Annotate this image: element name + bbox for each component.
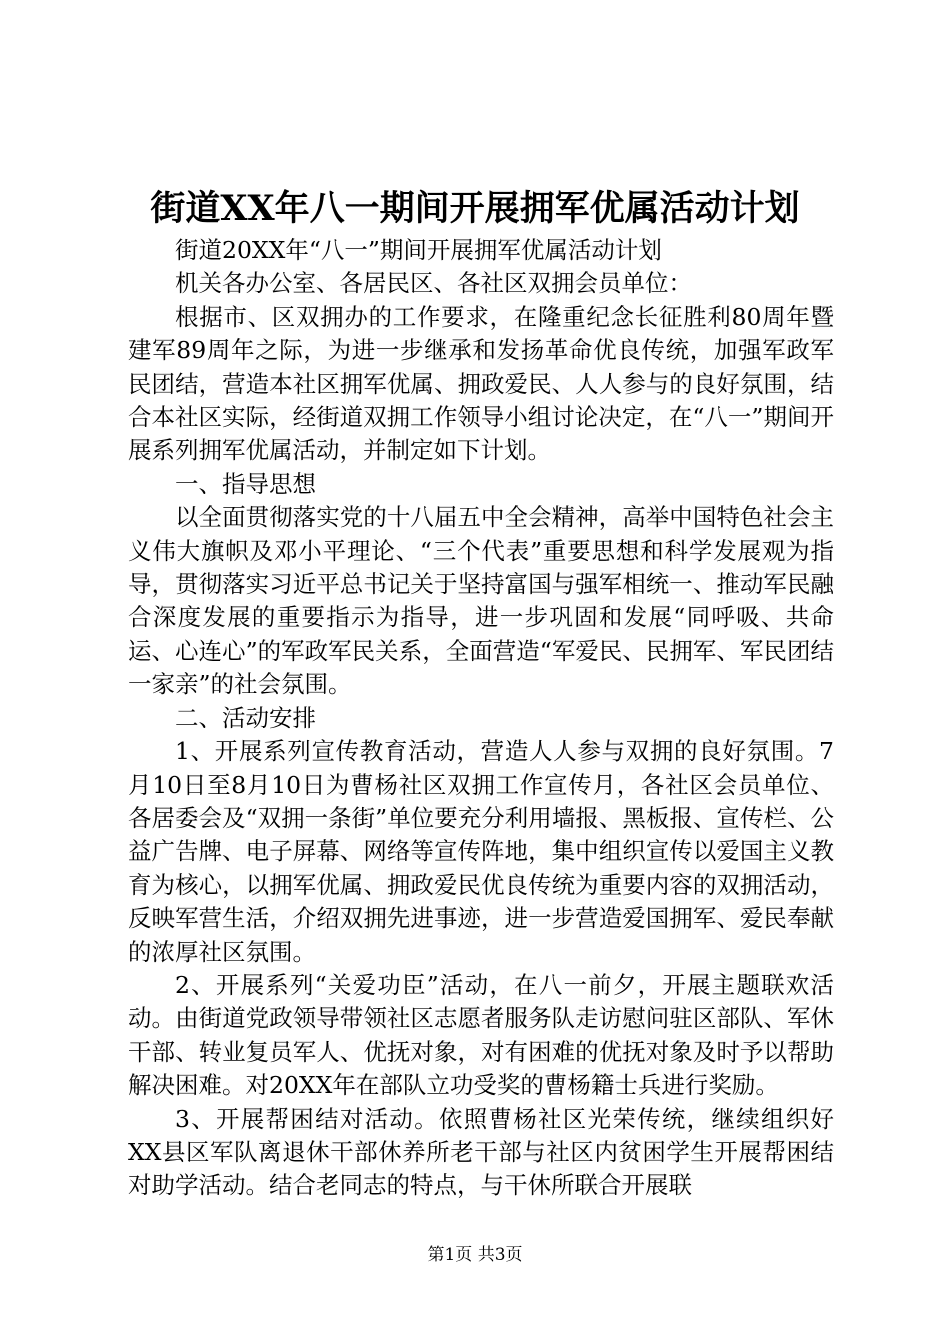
- document-body: [128, 234, 834, 1203]
- paragraph-guiding-thought: 以全面贯彻落实党的十八届五中全会精神，高举中国特色社会主义伟大旗帜及邓小平理论、“三个代表”重要思想和科学发展观为指导，贯彻落实习近平总书记关于坚持富国与强军相统一、推动军民融合深度发展的重要指示为指导，进一步巩固和发展“同呼吸、共命运、心连心”的军政军民关系，全面营造“军爱民、民拥军、军民团结一家亲”的社会氛围。: [128, 503, 834, 699]
- paragraph-intro: 根据市、区双拥办的工作要求，在隆重纪念长征胜利80周年暨建军89周年之际，为进一步继承和发扬革命优良传统，加强军政军民团结，营造本社区拥军优属、拥政爱民、人人参与的良好氛围，结合本社区实际，经街道双拥工作领导小组讨论决定，在“八一”期间开展系列拥军优属活动，并制定如下计划。: [128, 302, 834, 465]
- paragraph-activity-3: 3、开展帮困结对活动。依照曹杨社区光荣传统，继续组织好XX县区军队离退休干部休养所老干部与社区内贫困学生开展帮困结对助学活动。结合老同志的特点，与干休所联合开展联: [128, 1104, 834, 1200]
- paragraph-activity-1: 1、开展系列宣传教育活动，营造人人参与双拥的良好氛围。7月10日至8月10日为曹杨社区双拥工作宣传月，各社区会员单位、各居委会及“双拥一条街”单位要充分利用墙报、黑板报、宣传栏、公益广告牌、电子屏幕、网络等宣传阵地，集中组织宣传以爱国主义教育为核心，以拥军优属、拥政爱民优良传统为重要内容的双拥活动，反映军营生活，介绍双拥先进事迹，进一步营造爱国拥军、爱民奉献的浓厚社区氛围。: [128, 737, 834, 966]
- section-heading-activities: 二、活动安排: [175, 703, 316, 732]
- paragraph-activity-2: 2、开展系列“关爱功臣”活动，在八一前夕，开展主题联欢活动。由街道党政领导带领社区志愿者服务队走访慰问驻区部队、军休干部、转业复员军人、优抚对象，对有困难的优抚对象及时予以帮助解决困难。对20XX年在部队立功受奖的曹杨籍士兵进行奖励。: [128, 970, 834, 1100]
- page-footer: 第1页 共3页: [427, 1245, 523, 1265]
- document-title: 街道XX年八一期间开展拥军优属活动计划: [150, 188, 800, 229]
- paragraph-subtitle: 街道20XX年“八一”期间开展拥军优属活动计划: [175, 236, 662, 264]
- paragraph-recipients: 机关各办公室、各居民区、各社区双拥会员单位：: [175, 269, 692, 298]
- section-heading-guiding-thought: 一、指导思想: [175, 469, 316, 498]
